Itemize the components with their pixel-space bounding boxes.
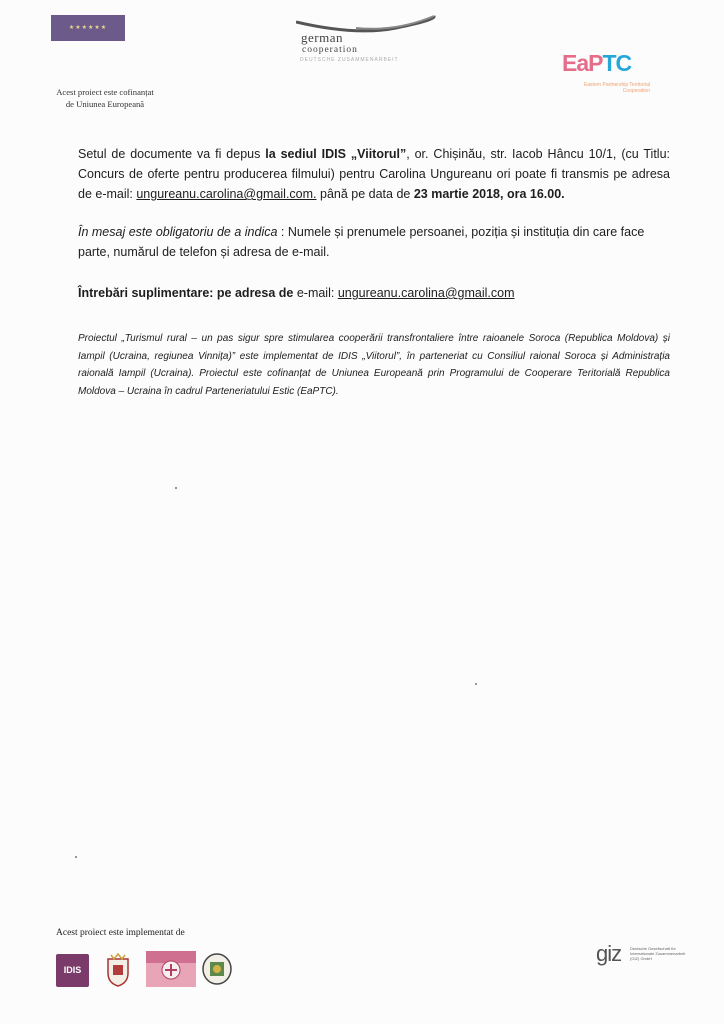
eu-cofinance-note: Acest proiect este cofinanțat de Uniunea Europeană [56, 87, 154, 109]
scan-speck [475, 683, 477, 685]
iampil-seal-icon [201, 950, 233, 986]
german-cooperation-small: DEUTSCHE ZUSAMMENARBEIT [300, 57, 399, 63]
implemented-by-label: Acest proiect este implementat de [56, 928, 185, 938]
email-link[interactable]: ungureanu.carolina@gmail.com. [136, 187, 317, 201]
paragraph-project-description: Proiectul „Turismul rural – un pas sigur spre stimularea cooperării transfrontaliere între raioanele Soroca (Republica Moldova) și Iampil (Ucraina, regiunea Vinnița)” este implementat de IDIS „Viitorul”, în parteneriat cu Consiliul raional Soroca și Administrația raională Iampil (Ucraina). Proiectul este cofinanțat de Uniunea Europeană prin Programului de Cooperare Teritorială Republica Moldova – Ucraina în cadrul Parteneriatului Estic (EaPTC). [78, 333, 670, 397]
eaptc-subtitle: Eastern Partnership Territorial Cooperation [583, 82, 650, 94]
paragraph-submission: Setul de documente va fi depus la sediul IDIS „Viitorul”, or. Chișinău, str. Iacob Hâncu 10/1, (cu Titlu: Concurs de oferte pentru producerea filmului) pentru Carolina Ungureanu ori poate fi transmis pe adresa de e-mail: ungureanu.carolina@gmail.com. până pe data de 23 martie 2018, ora 16.00. [78, 147, 670, 201]
idis-logo: IDIS [56, 954, 89, 987]
scan-speck [75, 856, 77, 858]
paragraph-questions: Întrebări suplimentare: pe adresa de e-mail: ungureanu.carolina@gmail.com [78, 286, 515, 300]
giz-logo: giz [596, 941, 622, 966]
eu-stars-icon: ★★★★★★ [68, 25, 108, 31]
partner-flag-logo [146, 951, 196, 987]
german-cooperation-subtitle: cooperation [302, 45, 358, 55]
email-link[interactable]: ungureanu.carolina@gmail.com [337, 286, 515, 300]
paragraph-message-requirements: În mesaj este obligatoriu de a indica : Numele și prenumele persoanei, poziția și instituția din care face parte, numărul de telefon și adresa de e-mail. [78, 225, 645, 259]
eaptc-logo: EaPTC [562, 50, 632, 76]
giz-subtitle: Deutsche Gesellschaft für Internationale Zusammenarbeit (GIZ) GmbH [630, 946, 686, 961]
german-cooperation-name: german [301, 30, 343, 45]
scan-speck [175, 487, 177, 489]
soroca-crest-icon [105, 953, 131, 987]
eu-flag-logo [51, 15, 125, 41]
